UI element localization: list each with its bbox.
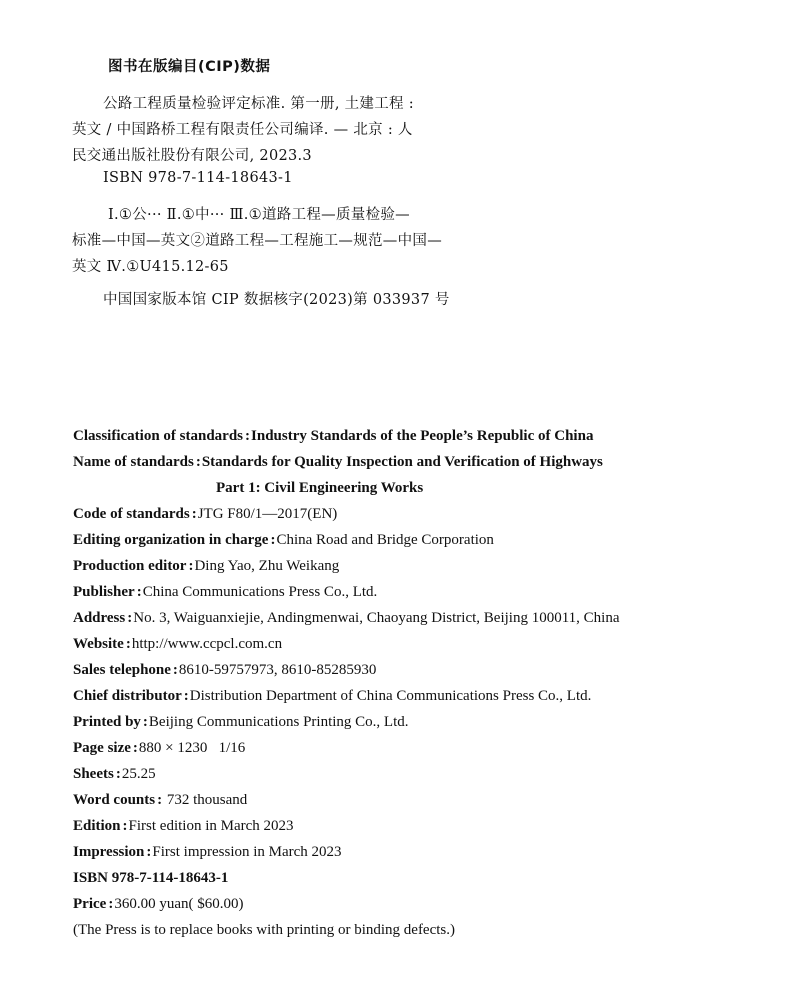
price-sep: : [108, 896, 114, 912]
editing-org-value: China Road and Bridge Corporation [276, 532, 494, 548]
editing-org-label: Editing organization in charge [73, 532, 269, 548]
word-counts-sep: : [157, 792, 163, 808]
impression-label: Impression [73, 844, 145, 860]
production-editor-sep: : [188, 558, 194, 574]
sales-telephone-sep: : [172, 662, 178, 678]
price-row [73, 896, 243, 913]
address-value: No. 3, Waiguanxiejie, Andingmenwai, Chaoyang District, Beijing 100011, China [133, 610, 620, 626]
sheets-label: Sheets [73, 766, 114, 782]
cip-line-6: 标准—中国—英文②道路工程—工程施工—规范—中国— [72, 233, 442, 249]
page-size-label: Page size [73, 740, 131, 756]
publisher-label: Publisher [73, 584, 135, 600]
cip-line-7: 英文 Ⅳ.①U415.12-65 [72, 259, 229, 275]
printed-by-value: Beijing Communications Printing Co., Ltd. [148, 714, 409, 730]
part-line: Part 1: Civil Engineering Works [216, 480, 424, 496]
classification-row [73, 428, 593, 445]
publisher-sep: : [136, 584, 142, 600]
page-size-sep: : [132, 740, 138, 756]
editing-org-row [73, 532, 494, 549]
website-label: Website [73, 636, 124, 652]
edition-row [73, 818, 294, 835]
chief-distributor-value: Distribution Department of China Communications Press Co., Ltd. [189, 688, 592, 704]
name-value: Standards for Quality Inspection and Verification of Highways [201, 454, 603, 470]
cip-title: 图书在版编目(CIP)数据 [108, 59, 271, 75]
price-value: 360.00 yuan( $60.00) [114, 896, 244, 912]
cip-line-1: 公路工程质量检验评定标准. 第一册, 土建工程 : [103, 96, 414, 112]
impression-sep: : [146, 844, 152, 860]
classification-label: Classification of standards [73, 428, 244, 444]
name-sep: : [195, 454, 201, 470]
edition-value: First edition in March 2023 [128, 818, 294, 834]
price-label: Price [73, 896, 107, 912]
chief-distributor-sep: : [183, 688, 189, 704]
sheets-row [73, 766, 156, 783]
impression-row [73, 844, 342, 861]
sales-telephone-row [73, 662, 376, 679]
website-row [73, 636, 282, 653]
code-row [73, 506, 337, 523]
publisher-value: China Communications Press Co., Ltd. [142, 584, 378, 600]
impression-value: First impression in March 2023 [152, 844, 342, 860]
production-editor-label: Production editor [73, 558, 187, 574]
editing-org-sep: : [270, 532, 276, 548]
classification-sep: : [245, 428, 251, 444]
word-counts-value: 732 thousand [163, 792, 248, 808]
website-value: http://www.ccpcl.com.cn [131, 636, 283, 652]
cip-isbn: ISBN 978-7-114-18643-1 [103, 170, 293, 186]
production-editor-row [73, 558, 339, 575]
page-size-value: 880 × 1230 1/16 [138, 740, 246, 756]
cip-line-2: 英文 / 中国路桥工程有限责任公司编译. — 北京 : 人 [72, 122, 413, 138]
code-value: JTG F80/1—2017(EN) [197, 506, 338, 522]
name-row [73, 454, 603, 471]
word-counts-row [73, 792, 247, 809]
address-sep: : [127, 610, 133, 626]
website-sep: : [125, 636, 131, 652]
cip-line-3: 民交通出版社股份有限公司, 2023.3 [72, 148, 312, 164]
edition-label: Edition [73, 818, 121, 834]
chief-distributor-row [73, 688, 591, 705]
cip-line-5: Ⅰ.①公··· Ⅱ.①中··· Ⅲ.①道路工程—质量检验— [108, 207, 410, 223]
address-label: Address [73, 610, 126, 626]
cip-record-number: 中国国家版本馆 CIP 数据核字(2023)第 033937 号 [103, 292, 450, 308]
sheets-sep: : [115, 766, 121, 782]
classification-value: Industry Standards of the People’s Republic of China [251, 428, 594, 444]
publisher-row [73, 584, 377, 601]
sales-telephone-label: Sales telephone [73, 662, 171, 678]
sales-telephone-value: 8610-59757973, 8610-85285930 [178, 662, 377, 678]
production-editor-value: Ding Yao, Zhu Weikang [194, 558, 340, 574]
word-counts-label: Word counts [73, 792, 156, 808]
printed-by-label: Printed by [73, 714, 141, 730]
sheets-value: 25.25 [121, 766, 156, 782]
isbn-row: ISBN 978-7-114-18643-1 [73, 870, 229, 886]
address-row [73, 610, 619, 627]
name-label: Name of standards [73, 454, 194, 470]
code-label: Code of standards [73, 506, 190, 522]
replacement-note: (The Press is to replace books with printing or binding defects.) [73, 922, 456, 938]
printed-by-row [73, 714, 409, 731]
chief-distributor-label: Chief distributor [73, 688, 182, 704]
page-size-row [73, 740, 245, 757]
printed-by-sep: : [142, 714, 148, 730]
edition-sep: : [122, 818, 128, 834]
code-sep: : [191, 506, 197, 522]
